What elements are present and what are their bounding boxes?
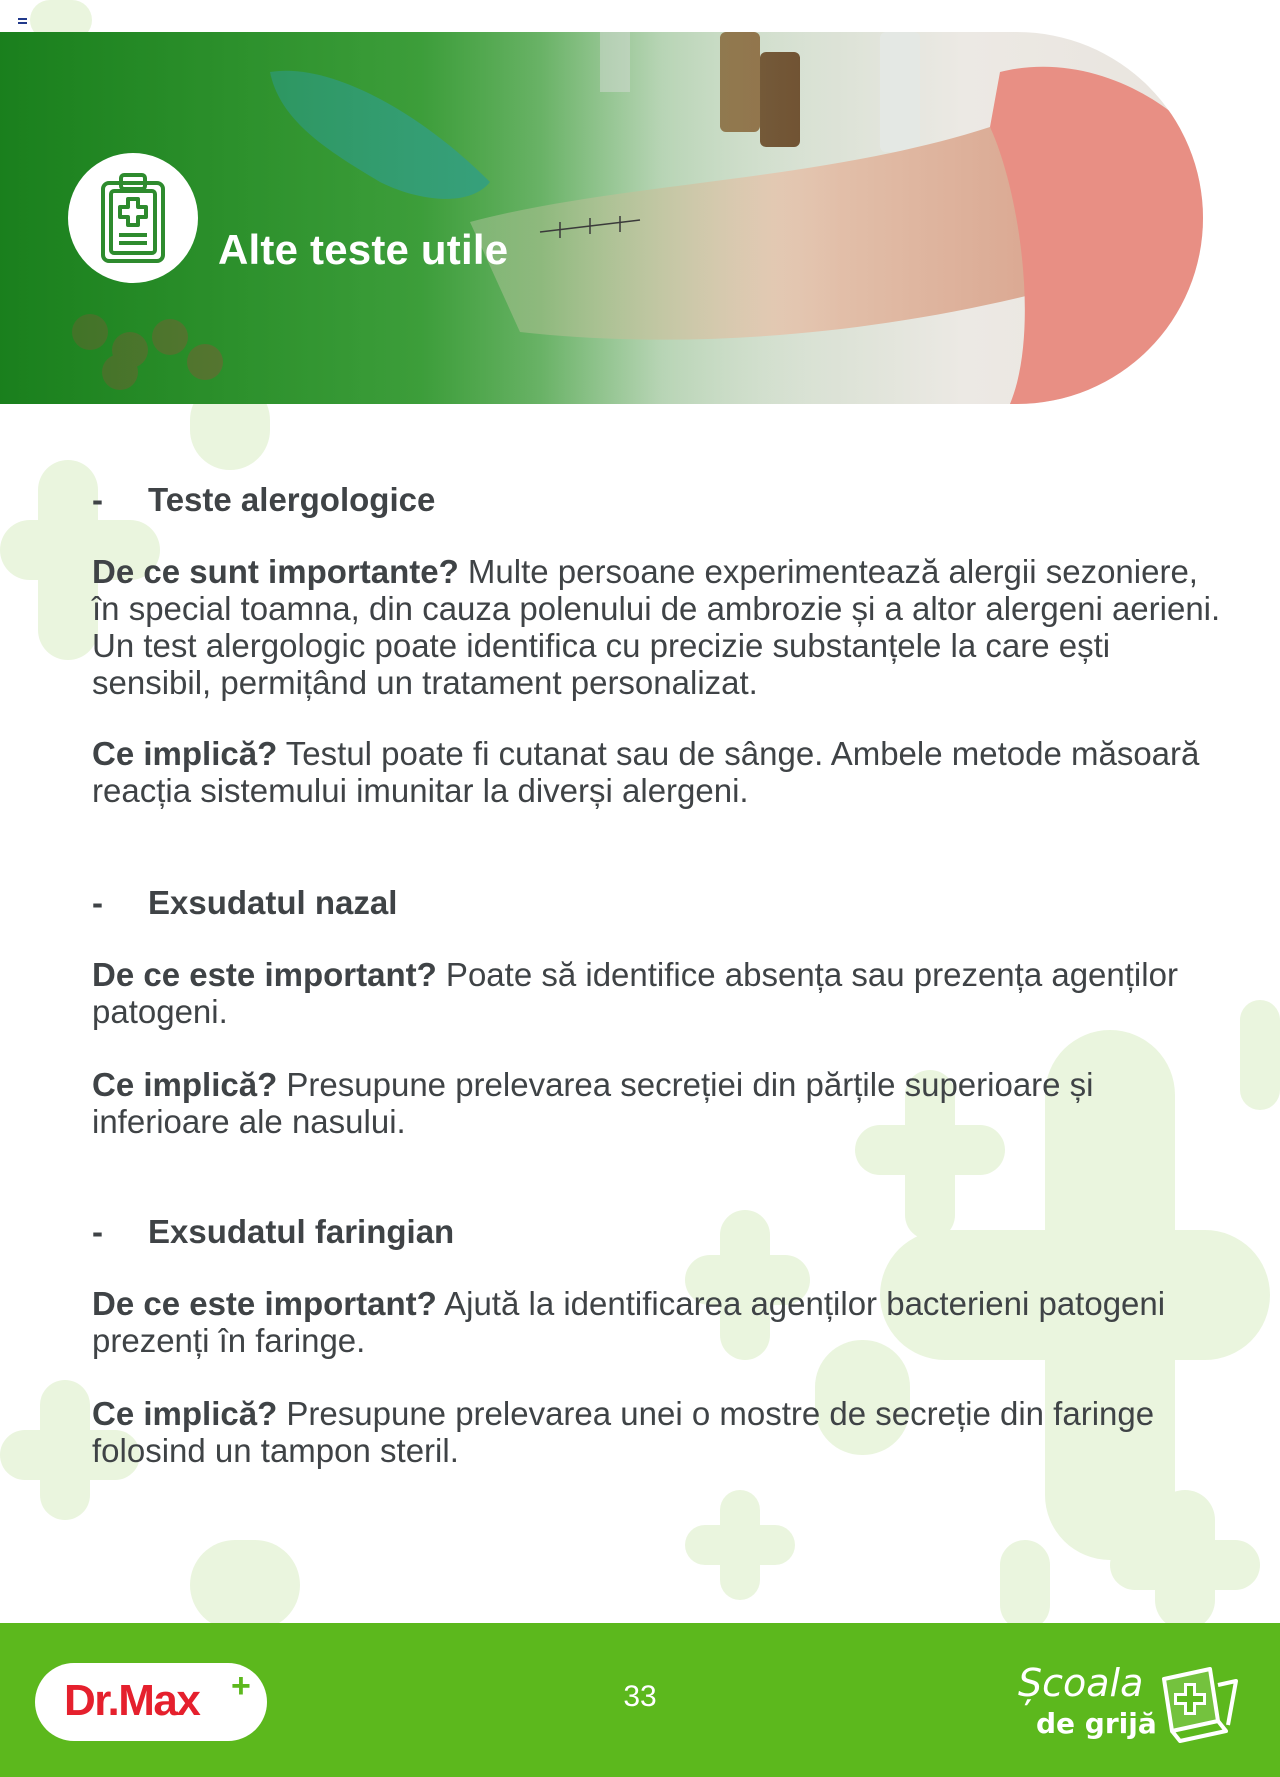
book-plus-icon [1158,1665,1240,1745]
footer-bar [0,1623,1280,1777]
page-title: Alte teste utile [218,226,509,273]
section-title: Exsudatul faringian [148,1213,455,1250]
clipboard-medical-icon [68,153,198,283]
paragraph [92,956,1222,1030]
paragraph-text: Testul poate fi cutanat sau de sânge. Ambele metode măsoară reacția sistemului imunitar la diverși alergeni. [92,735,1200,809]
paragraph-text: Ajută la identificarea agenților bacterieni patogeni prezenți în faringe. [92,1285,1166,1359]
paragraph-lead: Ce implică? [92,1395,278,1432]
section-title: Exsudatul nazal [148,884,398,921]
header-banner [0,32,1203,404]
paragraph-text: Poate să identifice absența sau prezența agenților patogeni. [92,956,1178,1030]
program-name-line2: de grijă [1036,1707,1157,1740]
bullet-dash: - [92,481,103,518]
section-heading [92,481,435,519]
paragraph [92,1395,1222,1469]
paragraph [92,735,1222,809]
drmax-logo[interactable] [35,1663,267,1741]
program-name-line1: Școala [1018,1661,1144,1705]
paragraph-lead: Ce implică? [92,1066,278,1103]
section-heading [92,1213,454,1251]
paragraph-lead: De ce sunt importante? [92,553,459,590]
paragraph [92,1066,1222,1140]
page-number: 33 [623,1680,657,1713]
bullet-dash: - [92,884,103,921]
paragraph-text: Multe persoane experimentează alergii sezoniere, în special toamna, din cauza polenului de ambrozie și a altor alergeni aerieni. Un test alergologic poate identifica cu precizie substanțele la care ești sensibil, permițând un tratament personalizat. [92,553,1221,701]
paragraph-lead: Ce implică? [92,735,278,772]
menu-icon[interactable] [18,18,27,26]
section-heading [92,884,397,922]
paragraph-lead: De ce este important? [92,1285,437,1322]
bullet-dash: - [92,1213,103,1250]
paragraph [92,1285,1222,1359]
paragraph-text: Presupune prelevarea unei o mostre de secreție din faringe folosind un tampon steril. [92,1395,1155,1469]
paragraph-lead: De ce este important? [92,956,437,993]
paragraph-text: Presupune prelevarea secreției din părțile superioare și inferioare ale nasului. [92,1066,1094,1140]
section-title: Teste alergologice [148,481,436,518]
logo-plus-icon: + [231,1667,251,1705]
paragraph [92,553,1222,701]
logo-text: Dr.Max [64,1676,200,1725]
scoala-de-grija-logo [1018,1661,1243,1751]
